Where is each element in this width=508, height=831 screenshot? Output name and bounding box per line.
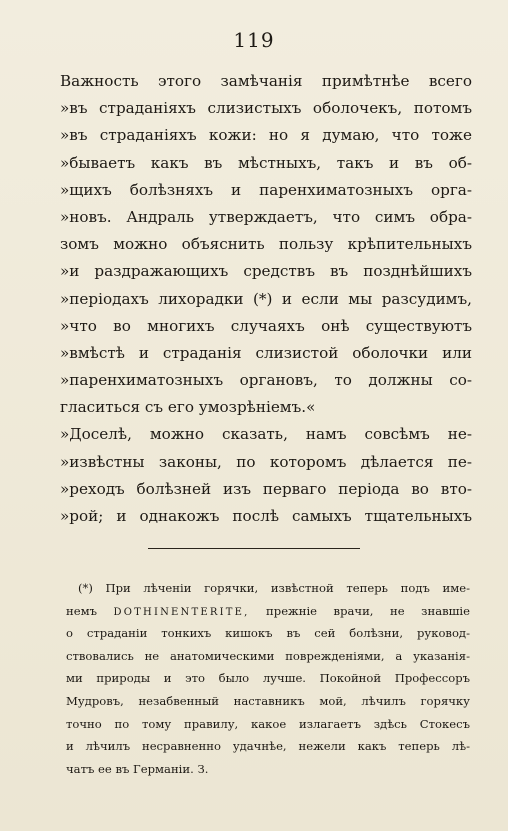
- footnote-line-8: и лѣчилъ несравненно удачнѣе, нежели какъ теперь лѣ-: [66, 739, 470, 754]
- footnote-line-9: чатъ ее въ Германіи. З.: [66, 761, 209, 776]
- footnote-divider: [148, 548, 360, 549]
- text-line-13: гласиться съ его умозрѣніемъ.«: [60, 398, 316, 417]
- footnote-line-7: точно по тому правилу, какое излагаетъ здѣсь Стокесъ: [66, 716, 470, 731]
- text-line-16: »реходъ болѣзней изъ перваго періода во вто-: [60, 479, 472, 498]
- footnote-line-2-after: прежніе врачи, не знавшіе: [266, 603, 470, 618]
- text-line-3: »въ страданіяхъ кожи: но я думаю, что тоже: [60, 126, 472, 145]
- footnote-line-5: ми природы и это было лучше. Покойной Профессоръ: [66, 671, 470, 686]
- text-line-1: Важность этого замѣчанія примѣтнѣе всего: [60, 72, 472, 90]
- text-line-5: »щихъ болѣзняхъ и паренхиматозныхъ орга-: [60, 180, 472, 199]
- footnote-line-1: (*) При лѣченіи горячки, извѣстной теперь подъ име-: [78, 581, 470, 595]
- text-line-11: »вмѣстѣ и страданія слизистой оболочки или: [60, 343, 472, 362]
- footnote-block: [66, 577, 470, 780]
- page-number: 119: [233, 28, 275, 52]
- text-line-4: »бываетъ какъ въ мѣстныхъ, такъ и въ об-: [60, 153, 472, 172]
- footnote-term-dothinenterite: DOTHINENTERITE,: [113, 606, 250, 618]
- text-line-2: »въ страданіяхъ слизистыхъ оболочекъ, потомъ: [60, 99, 472, 118]
- footnote-line-6: Мудровъ, незабвенный наставникъ мой, лѣчилъ горячку: [66, 693, 470, 708]
- text-line-14: »Доселѣ, можно сказать, намъ совсѣмъ не-: [60, 425, 472, 444]
- footnote-line-2-prefix: немъ: [66, 603, 97, 618]
- text-line-7: зомъ можно объяснить пользу крѣпительныхъ: [60, 235, 472, 254]
- text-line-10: »что во многихъ случаяхъ онѣ существуютъ: [60, 316, 472, 335]
- text-line-6: »новъ. Андраль утверждаетъ, что симъ обра-: [60, 207, 472, 226]
- footnote-line-4: ствовались не анатомическими поврежденіями, а указанія-: [66, 648, 470, 663]
- footnote-line-2: [66, 600, 470, 623]
- text-line-12: »паренхиматозныхъ органовъ, то должны со-: [60, 371, 472, 390]
- text-line-17: »рой; и однакожъ послѣ самыхъ тщательныхъ: [60, 507, 472, 525]
- footnote-line-3: о страданіи тонкихъ кишокъ въ сей болѣзни, руковод-: [66, 626, 470, 641]
- text-line-15: »извѣстны законы, по которомъ дѣлается пе-: [60, 452, 472, 471]
- main-text-block: [60, 68, 472, 530]
- text-line-9: »періодахъ лихорадки (*) и если мы разсудимъ,: [60, 289, 472, 308]
- text-line-8: »и раздражающихъ средствъ въ позднѣйшихъ: [60, 262, 472, 281]
